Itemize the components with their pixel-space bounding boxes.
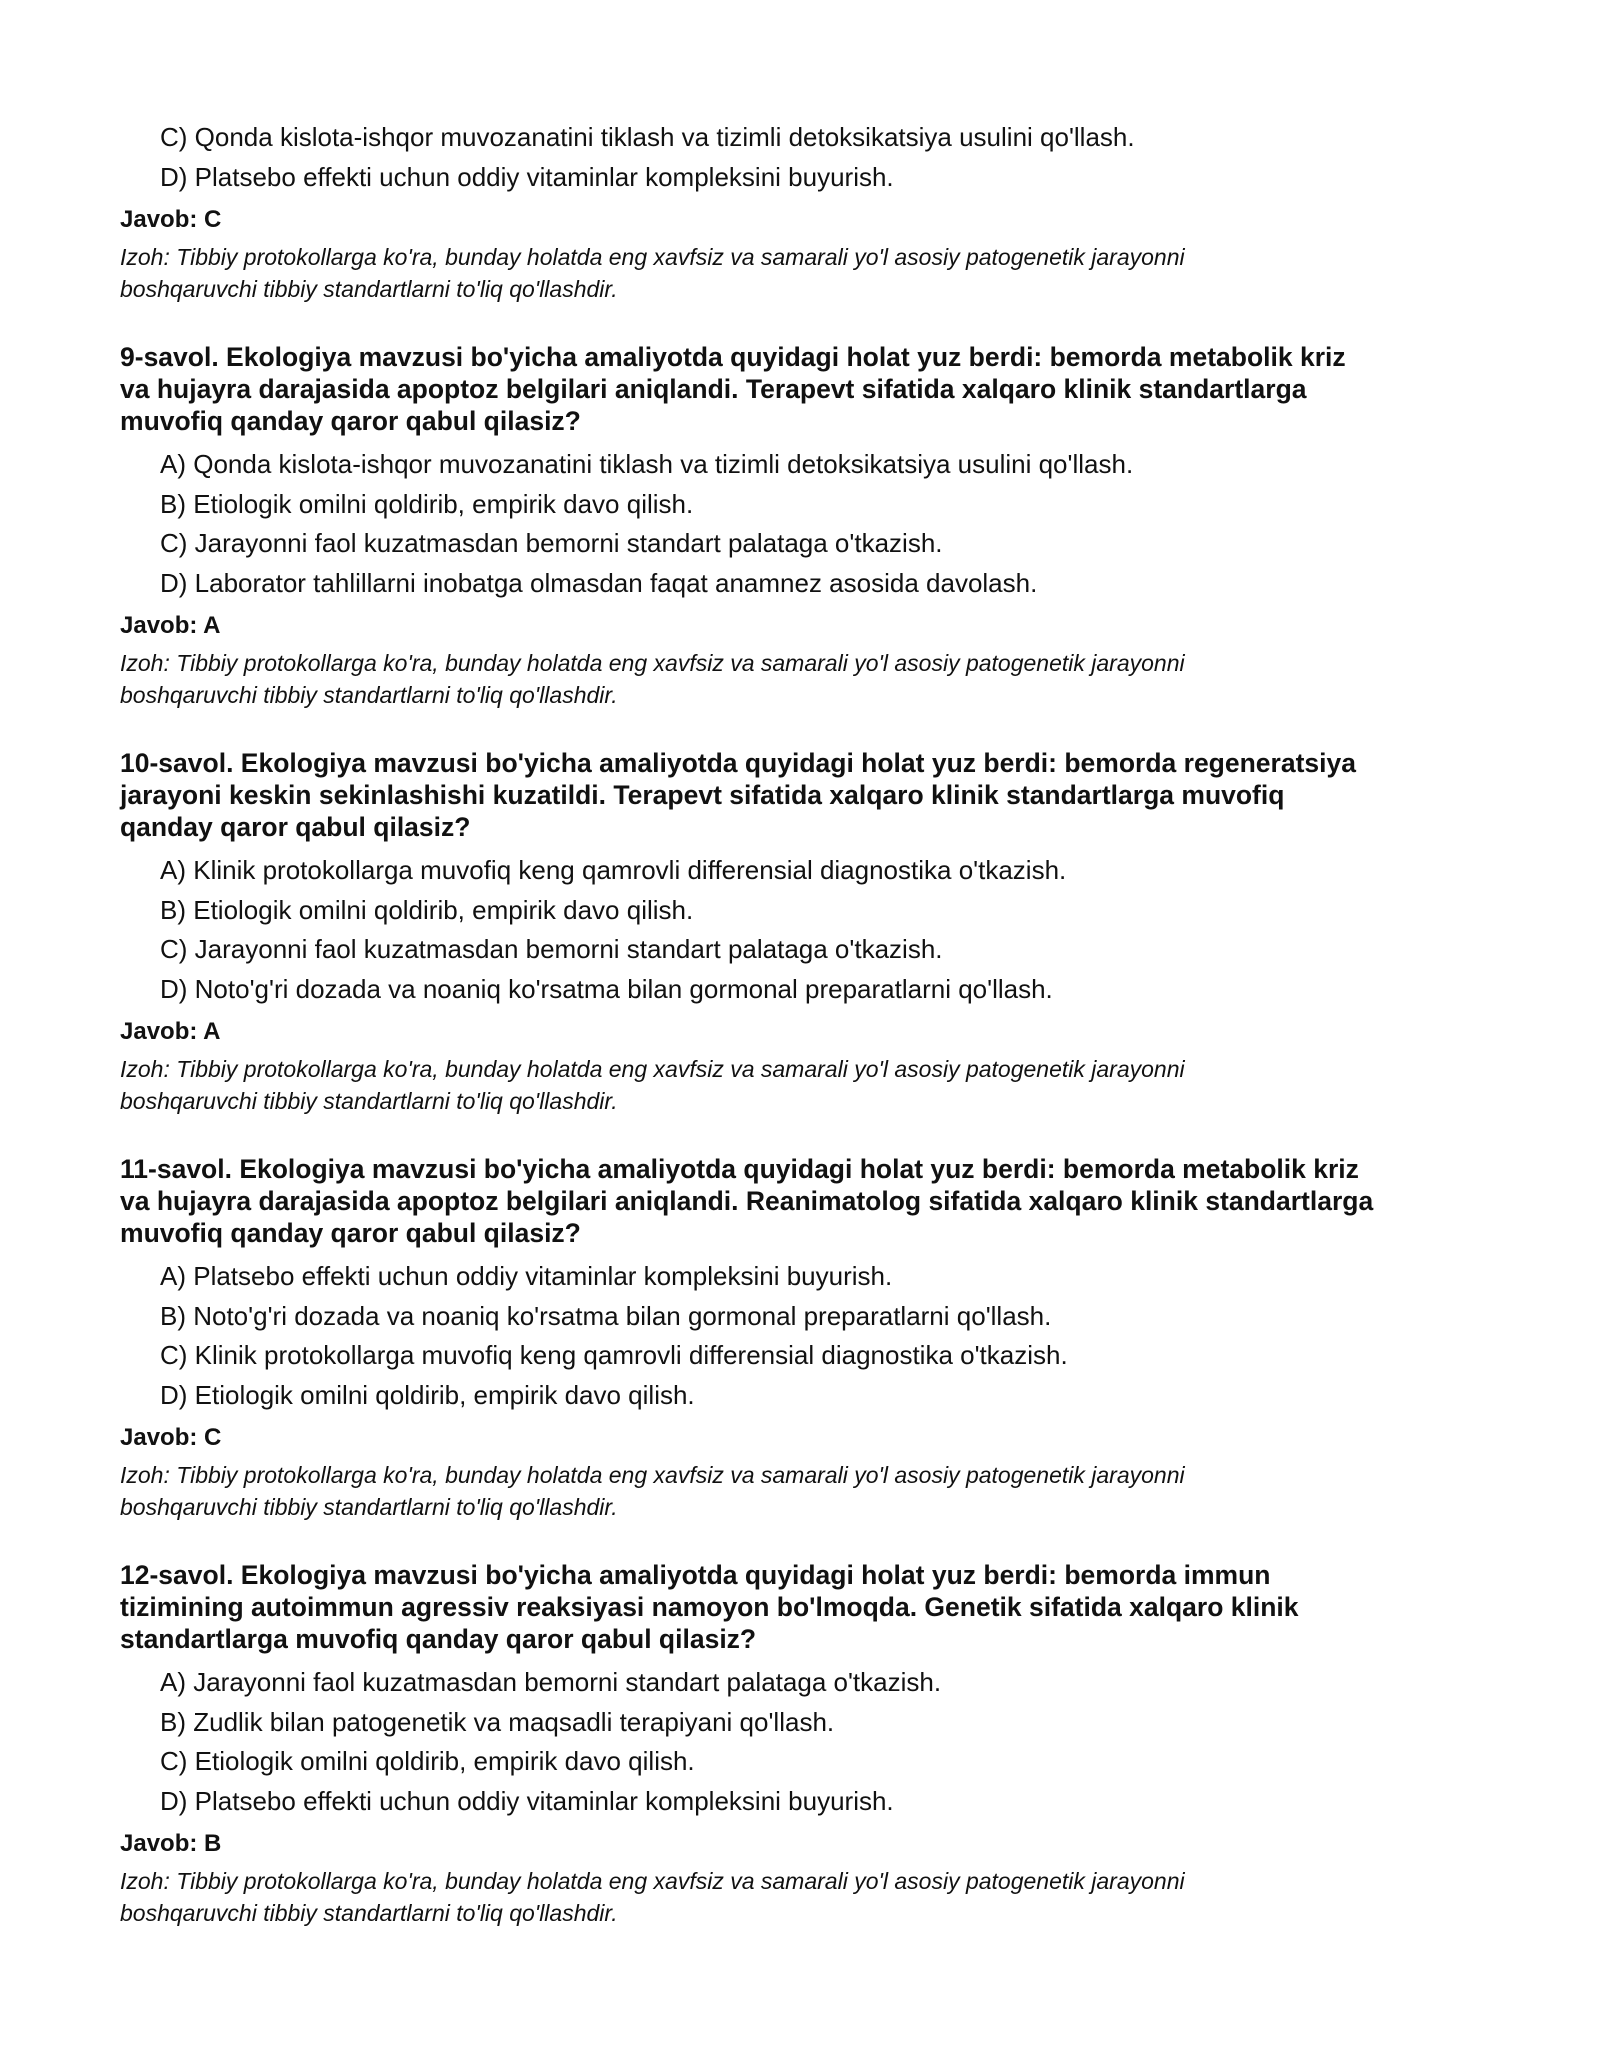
question-line: 12-savol. Ekologiya mavzusi bo'yicha amaliyotda quyidagi holat yuz berdi: bemorda immun	[120, 1560, 1271, 1590]
answer-option: C) Qonda kislota-ishqor muvozanatini tiklash va tizimli detoksikatsiya usulini qo'llash.	[160, 122, 1135, 152]
question-line: va hujayra darajasida apoptoz belgilari aniqlandi. Reanimatolog sifatida xalqaro klinik standartlarga	[120, 1186, 1374, 1216]
answer-option: C) Etiologik omilni qoldirib, empirik davo qilish.	[160, 1746, 695, 1776]
question-block-12	[120, 1559, 1500, 1929]
question-line: 9-savol. Ekologiya mavzusi bo'yicha amaliyotda quyidagi holat yuz berdi: bemorda metabolik kriz	[120, 342, 1346, 372]
explanation-line: Izoh: Tibbiy protokollarga ko'ra, bunday holatda eng xavfsiz va samarali yo'l asosiy patogenetik jarayonni	[120, 1056, 1185, 1082]
explanation	[120, 647, 1500, 711]
answer-option: B) Etiologik omilni qoldirib, empirik davo qilish.	[160, 488, 694, 519]
answer-option: A) Jarayonni faol kuzatmasdan bemorni standart palataga o'tkazish.	[160, 1667, 942, 1697]
answer-option: A) Platsebo effekti uchun oddiy vitaminlar kompleksini buyurish.	[160, 1261, 893, 1291]
answer-option: D) Etiologik omilni qoldirib, empirik davo qilish.	[160, 1379, 695, 1410]
question-line: 11-savol. Ekologiya mavzusi bo'yicha amaliyotda quyidagi holat yuz berdi: bemorda metabolik kriz	[120, 1154, 1359, 1184]
question-text	[120, 1153, 1500, 1249]
explanation-line: Izoh: Tibbiy protokollarga ko'ra, bunday holatda eng xavfsiz va samarali yo'l asosiy patogenetik jarayonni	[120, 1868, 1185, 1894]
explanation	[120, 241, 1500, 305]
answer-option: B) Noto'g'ri dozada va noaniq ko'rsatma bilan gormonal preparatlarni qo'llash.	[160, 1300, 1052, 1331]
answer-key: Javob: A	[120, 1018, 221, 1045]
question-line: standartlarga muvofiq qanday qaror qabul qilasiz?	[120, 1624, 757, 1654]
question-block-11	[120, 1153, 1500, 1523]
answer-key: Javob: A	[120, 612, 221, 639]
explanation-line: Izoh: Tibbiy protokollarga ko'ra, bunday holatda eng xavfsiz va samarali yo'l asosiy patogenetik jarayonni	[120, 244, 1185, 270]
question-line: 10-savol. Ekologiya mavzusi bo'yicha amaliyotda quyidagi holat yuz berdi: bemorda regeneratsiya	[120, 748, 1356, 778]
question-line: muvofiq qanday qaror qabul qilasiz?	[120, 406, 581, 436]
question-block-9	[120, 341, 1500, 711]
answer-option: D) Platsebo effekti uchun oddiy vitaminlar kompleksini buyurish.	[160, 1785, 894, 1816]
explanation-line: Izoh: Tibbiy protokollarga ko'ra, bunday holatda eng xavfsiz va samarali yo'l asosiy patogenetik jarayonni	[120, 650, 1185, 676]
question-text	[120, 747, 1500, 843]
question-line: jarayoni keskin sekinlashishi kuzatildi. Terapevt sifatida xalqaro klinik standartlarga muvofiq	[120, 780, 1285, 810]
answer-option: D) Laborator tahlillarni inobatga olmasdan faqat anamnez asosida davolash.	[160, 567, 1038, 598]
explanation	[120, 1865, 1500, 1929]
explanation	[120, 1459, 1500, 1523]
question-line: qanday qaror qabul qilasiz?	[120, 812, 471, 842]
explanation-line: boshqaruvchi tibbiy standartlarni to'liq qo'llashdir.	[120, 1088, 618, 1114]
explanation-line: boshqaruvchi tibbiy standartlarni to'liq qo'llashdir.	[120, 682, 618, 708]
question-block-10	[120, 747, 1500, 1117]
answer-option: C) Jarayonni faol kuzatmasdan bemorni standart palataga o'tkazish.	[160, 528, 943, 558]
question-line: muvofiq qanday qaror qabul qilasiz?	[120, 1218, 581, 1248]
answer-key: Javob: C	[120, 206, 222, 233]
explanation-line: boshqaruvchi tibbiy standartlarni to'liq qo'llashdir.	[120, 1494, 618, 1520]
answer-option: C) Klinik protokollarga muvofiq keng qamrovli differensial diagnostika o'tkazish.	[160, 1340, 1068, 1370]
question-8-fragment	[120, 118, 1500, 305]
explanation-line: boshqaruvchi tibbiy standartlarni to'liq qo'llashdir.	[120, 1900, 618, 1926]
answer-option: A) Klinik protokollarga muvofiq keng qamrovli differensial diagnostika o'tkazish.	[160, 855, 1067, 885]
answer-option: B) Zudlik bilan patogenetik va maqsadli terapiyani qo'llash.	[160, 1706, 835, 1737]
question-text	[120, 341, 1500, 437]
question-line: tizimining autoimmun agressiv reaksiyasi namoyon bo'lmoqda. Genetik sifatida xalqaro klinik	[120, 1592, 1299, 1622]
document-page	[120, 118, 1500, 1929]
answer-option: A) Qonda kislota-ishqor muvozanatini tiklash va tizimli detoksikatsiya usulini qo'llash.	[160, 449, 1134, 479]
question-line: va hujayra darajasida apoptoz belgilari aniqlandi. Terapevt sifatida xalqaro klinik standartlarga	[120, 374, 1307, 404]
answer-option: C) Jarayonni faol kuzatmasdan bemorni standart palataga o'tkazish.	[160, 934, 943, 964]
explanation	[120, 1053, 1500, 1117]
explanation-line: boshqaruvchi tibbiy standartlarni to'liq qo'llashdir.	[120, 276, 618, 302]
answer-option: B) Etiologik omilni qoldirib, empirik davo qilish.	[160, 894, 694, 925]
question-text	[120, 1559, 1500, 1655]
answer-key: Javob: B	[120, 1830, 222, 1857]
answer-key: Javob: C	[120, 1424, 222, 1451]
answer-option: D) Noto'g'ri dozada va noaniq ko'rsatma bilan gormonal preparatlarni qo'llash.	[160, 973, 1053, 1004]
answer-option: D) Platsebo effekti uchun oddiy vitaminlar kompleksini buyurish.	[160, 161, 894, 192]
explanation-line: Izoh: Tibbiy protokollarga ko'ra, bunday holatda eng xavfsiz va samarali yo'l asosiy patogenetik jarayonni	[120, 1462, 1185, 1488]
